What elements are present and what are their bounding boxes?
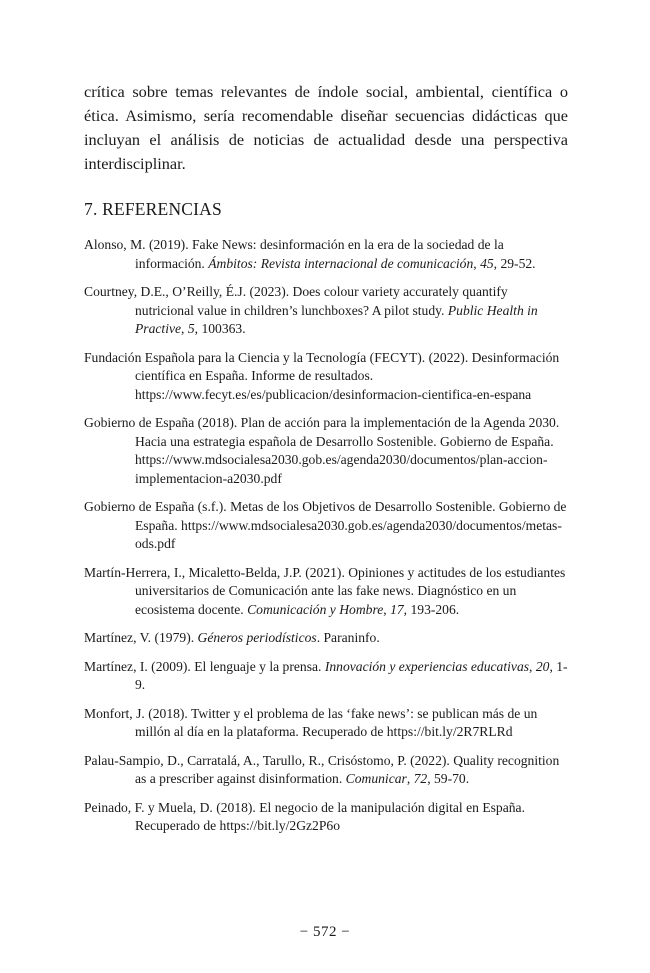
reference-item: Martínez, V. (1979). Géneros periodísticos. Paraninfo. [84,630,380,645]
reference-item: Palau-Sampio, D., Carratalá, A., Tarullo, R., Crisóstomo, P. (2022). Quality recognition as a prescriber against disinformation. Comunicar, 72, 59-70. [84,752,560,786]
reference-item: Peinado, F. y Muela, D. (2018). El negocio de la manipulación digital en España. Recuperado de https://bit.ly/2Gz2P6o [84,799,525,833]
reference-item: Gobierno de España (2018). Plan de acción para la implementación de la Agenda 2030. Hacia una estrategia española de Desarrollo Sostenible. Gobierno de España. https://www.mdsocialesa2030.gob.es/agenda2030/documentos/plan-accion-implementacion-a2030.pdf [84,415,560,486]
body-paragraph: crítica sobre temas relevantes de índole social, ambiental, científica o ética. Asimismo, sería recomendable diseñar secuencias didácticas que incluyan el análisis de noticias de actualidad desde una perspectiva interdisciplinar. [84,82,568,173]
page-number: − 572 − [299,924,351,940]
reference-item: Courtney, D.E., O’Reilly, É.J. (2023). Does colour variety accurately quantify nutricional value in children’s lunchboxes? A pilot study. Public Health in Practive, 5, 100363. [84,284,538,336]
reference-item: Gobierno de España (s.f.). Metas de los Objetivos de Desarrollo Sostenible. Gobierno de España. https://www.mdsocialesa2030.gob.es/agenda2030/documentos/metas-ods.pdf [84,499,567,551]
section-heading: 7. REFERENCIAS [84,199,222,219]
reference-item: Martín-Herrera, I., Micaletto-Belda, J.P. (2021). Opiniones y actitudes de los estudiantes universitarios de Comunicación ante las fake news. Diagnóstico en un ecosistema docente. Comunicación y Hombre, 17, 193-206. [84,564,566,617]
reference-item: Martínez, I. (2009). El lenguaje y la prensa. Innovación y experiencias educativas, 20, 1-9. [84,658,568,692]
reference-list [84,236,568,846]
reference-item: Monfort, J. (2018). Twitter y el problema de las ‘fake news’: se publican más de un millón al día en la plataforma. Recuperado de https://bit.ly/2R7RLRd [84,705,538,739]
reference-item: Fundación Española para la Ciencia y la Tecnología (FECYT). (2022). Desinformación científica en España. Informe de resultados. https://www.fecyt.es/es/publicacion/desinformacion-cientifica-en-espana [84,349,560,402]
reference-item: Alonso, M. (2019). Fake News: desinformación en la era de la sociedad de la información. Ámbitos: Revista internacional de comunicación, 45, 29-52. [84,237,536,271]
